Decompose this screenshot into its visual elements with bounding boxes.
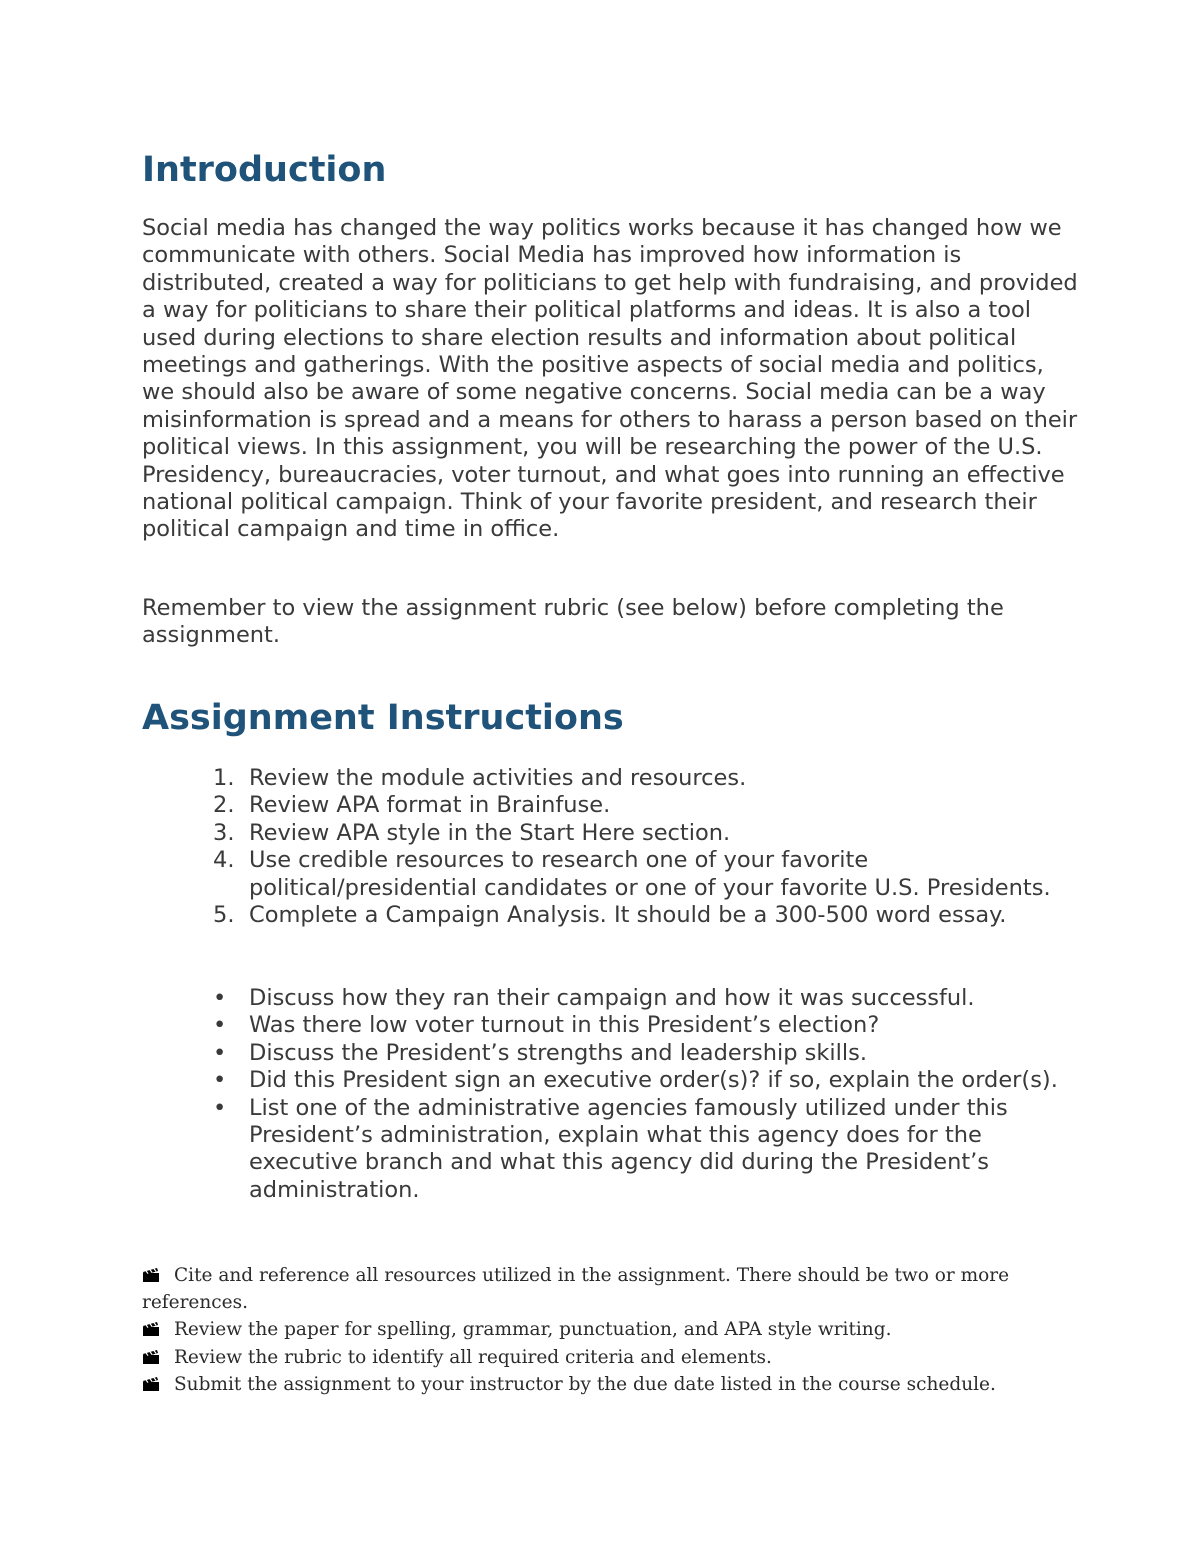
instruction-step: Use credible resources to research one of your favorite political/presidential candidates or one of your favorite U.S. Presidents.: [249, 847, 1051, 901]
clapperboard-icon: [142, 1376, 160, 1392]
assignment-instructions-heading: Assignment Instructions: [142, 698, 624, 738]
checklist-item-text: Submit the assignment to your instructor by the due date listed in the course schedule.: [174, 1373, 996, 1395]
clapperboard-icon: [142, 1267, 160, 1283]
essay-question-text: Was there low voter turnout in this President’s election?: [249, 1012, 880, 1039]
rubric-reminder: Remember to view the assignment rubric (see below) before completing the assignment.: [142, 595, 1004, 649]
bullet-icon: •: [213, 985, 227, 1011]
essay-question: [213, 1067, 1079, 1094]
introduction-heading: Introduction: [142, 150, 387, 190]
instruction-step: Complete a Campaign Analysis. It should be a 300-500 word essay.: [249, 902, 1007, 929]
bullet-icon: •: [213, 1039, 227, 1066]
essay-question-text: Discuss the President’s strengths and leadership skills.: [249, 1039, 868, 1066]
essay-question-text: Did this President sign an executive order(s)? if so, explain the order(s).: [249, 1067, 1058, 1094]
introduction-paragraph: Social media has changed the way politics works because it has changed how we communicate with others. Social Media has improved how information is distributed, created a way for politicians to get help with fundraising, and provided a way for politicians to share their political platforms and ideas. It is also a tool used during elections to share election results and information about political meetings and gatherings. With the positive aspects of social media and politics, we should also be aware of some negative concerns. Social media can be a way misinformation is spread and a means for others to harass a person based on their political views. In this assignment, you will be researching the power of the U.S. Presidency, bureaucracies, voter turnout, and what goes into running an effective national political campaign. Think of your favorite president, and research their political campaign and time in office.: [142, 215, 1078, 543]
essay-question: [213, 985, 1079, 1012]
checklist-item-text: Review the rubric to identify all required criteria and elements.: [174, 1346, 772, 1368]
instruction-step: Review the module activities and resources.: [249, 765, 747, 791]
bullet-icon: •: [213, 1094, 227, 1121]
checklist-item-text: Review the paper for spelling, grammar, punctuation, and APA style writing.: [174, 1319, 892, 1341]
essay-question-text: Discuss how they ran their campaign and how it was successful.: [249, 985, 975, 1011]
checklist-item: [142, 1262, 1042, 1316]
clapperboard-icon: [142, 1321, 160, 1337]
submission-checklist: [142, 1262, 1042, 1398]
instruction-step: Review APA format in Brainfuse.: [249, 792, 611, 819]
essay-questions-list: [142, 985, 1079, 1204]
checklist-item: [142, 1316, 1042, 1343]
essay-question-text: List one of the administrative agencies famously utilized under this President’s administration, explain what this agency does for the executive branch and what this agency did during the President’s administration.: [249, 1094, 1008, 1203]
instruction-steps-list: [142, 765, 1079, 929]
instruction-step: Review APA style in the Start Here section.: [249, 819, 731, 846]
checklist-item: [142, 1371, 1042, 1398]
bullet-icon: •: [213, 1067, 227, 1094]
bullet-icon: •: [213, 1012, 227, 1039]
clapperboard-icon: [142, 1349, 160, 1365]
essay-question: [213, 1094, 1079, 1205]
checklist-item-text: Cite and reference all resources utilized in the assignment. There should be two or more references.: [142, 1265, 1010, 1314]
essay-question: [213, 1012, 1079, 1039]
essay-question: [213, 1039, 1079, 1067]
checklist-item: [142, 1344, 1042, 1371]
